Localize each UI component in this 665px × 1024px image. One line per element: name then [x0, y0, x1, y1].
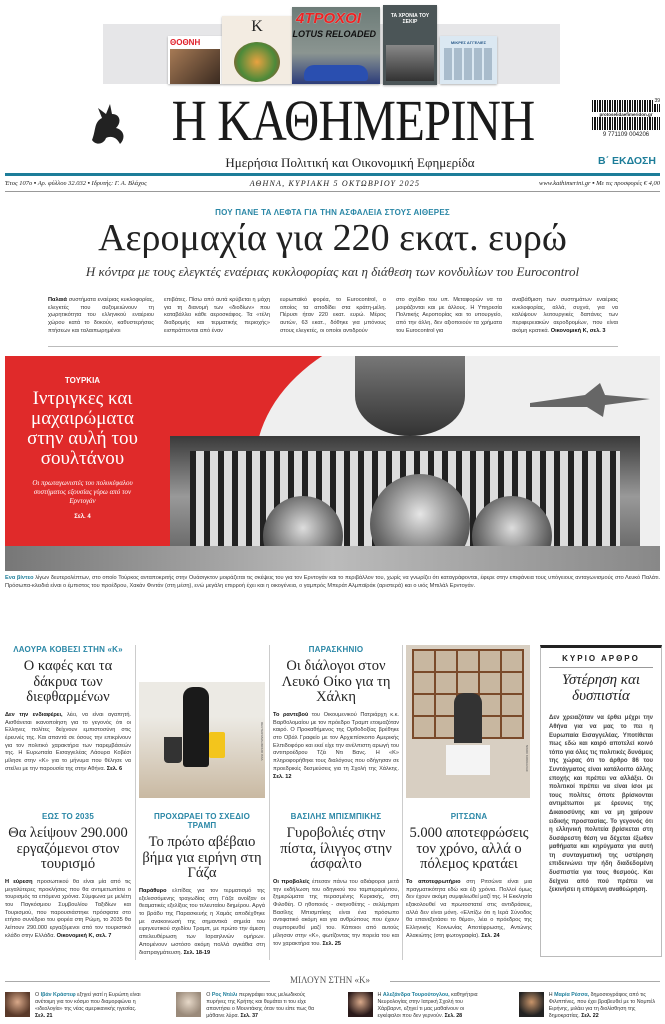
divider — [269, 645, 270, 960]
story-lead: Δεν την ενδιαφέρει, — [5, 711, 63, 718]
divider — [402, 645, 403, 960]
lead-deck: Η κόντρα με τους ελεγκτές εναέριας κυκλοφορίας και η διάθεση των κονδυλίων του Eurocontrol — [85, 264, 580, 279]
story-text: του Οικουμενικού Πατριάρχη κ.κ. Βαρθολομαίου με τον πρόεδρο Τραμπ ετοιμαζόταν καιρό. Ο Προκαθήμενος της Ορθοδοξίας βρέθηκε στο Οβάλ Γραφείο με τον Αρχιεπίσκοπο Αμερικής Ελπιδοφόρο και εκεί είχε την ανέλπιστη αρωγή του αντιπροέδρου Τζέι Ντι Βανς. Η «Κ» πληροφορήθηκε τους διαλόγους που οδήγησαν σε προεδρικές δεσμεύσεις για τη Σχολή της Χάλκης. — [273, 711, 399, 772]
story-page-ref[interactable]: Σελ. 25 — [322, 940, 341, 947]
photo-credit: ΝΙΚΟΣ ΚΟΚΚΑΛΙΑΣ — [525, 745, 529, 772]
story-kicker: ΛΑΟΥΡΑ ΚΟΒΕΣΙ ΣΤΗΝ «Κ» — [13, 645, 123, 654]
editorial-text: Δεν χρειαζόταν να έρθει μέχρι την Αθήνα για να μας το πει η Ευρωπαία Εισαγγελέας. Υποτίθεται πως εδώ και καιρό αποτελεί κοινό τόπο για όλες τις πολιτικές δυνάμεις της χώρας ότι το άρθρο 86 του Συντάγματος είναι κατάλοιπο άλλης εποχής και πρέπει να αλλάξει. Οι πολιτικοί πρέπει να είναι ίσοι με τους πολίτες όποτε βρίσκονται αντιμέτωποι με έρευνες της Δικαιοσύνης και να μη χαίρουν ειδικής προστασίας. Το γεγονός ότι η ελληνική πολιτεία βρίσκεται στη δυσάρεστη θέση να δέχεται έξωθεν μαθήματα και κηρύγματα για αυτή τη συνταγματική της υστέρηση επιδεινώνει την ήδη διαδεδομένη δυσπιστία για τους θεσμούς. Και δείχνει από πού πρέπει να ξεκινήσει η επόμενη αναθεώρηση. — [549, 715, 653, 894]
masthead-subtitle: Ημερήσια Πολιτική και Οικονομική Εφημερίδα — [225, 155, 475, 170]
feature-deck: Οι πρωταγωνιστές του πολυκέφαλου συστήματος εξουσίας γύρω από τον Ερντογάν — [32, 479, 133, 505]
story-kicker: ΠΑΡΑΣΚΗΝΙΟ — [308, 645, 364, 654]
lead-col-2: επιβάτες. Πίσω από αυτά κρύβεται η μάχη για τη διανομή των «διοδίων» που καταβάλλει κάθε αεροσκάφος. Τα «τέλη διαδρομής και τερματικής περιοχής» εισπράττονται από έναν — [164, 297, 270, 334]
story-headline[interactable]: 5.000 αποτεφρώσεις τον χρόνο, αλλά ο πόλεμος κρατάει — [409, 825, 529, 873]
avatar — [176, 992, 201, 1017]
interviews-list — [5, 992, 660, 1020]
cover-illustration — [234, 42, 280, 82]
divider — [135, 645, 136, 960]
story-lead: Παράθυρο — [139, 887, 167, 894]
book-photo — [386, 45, 434, 81]
story-text: ελπίδας για τον τερματισμό της εξελισσόμενης τραγωδίας στη Γάζα ανοίξαν οι θεαματικές εξελίξεις του τελευταίου διημέρου. Αργά το βράδυ της Παρασκευής η Χαμάς αποδέχθηκε με ανακοινωσή της σημαντικά σημεία του ειρηνευτικού σχεδίου Τραμπ, με πρώτο την άμεση απελευθέρωση των Ισραηλινών ομήρων. Απομένουν ωστόσο ακόμη πολλά αγκάθια στη διαπραγμάτευση. — [139, 887, 265, 956]
interviews-title: ΜΙΛΟΥΝ ΣΤΗΝ «Κ» — [270, 975, 390, 985]
story-text: λέει, να είναι αγαπητή. Αισθάνεται ικανοποίηση για το γεγονός ότι οι Ελληνες πολίτες δείχνουν εμπιστοσύνη στις έρευνές της. Και απαντά σε όσους την επικρίνουν για τον πολιτικό χαρακτήρα των παρεμβάσεών της. Η Ευρωπαία Εισαγγελέας Λάουρα Κοβέσι μίλησε στην «Κ» για το μήνυμα που θέλησε να στείλει με την παρουσία της στην Αθήνα. — [5, 711, 131, 772]
supplement-cover-book[interactable]: ΤΑ ΧΡΟΝΙΑ ΤΟΥ ΣΕΚΙΡ — [383, 5, 437, 85]
interview-text: καθηγήτρια Νευρολογίας στην Ιατρική Σχολή του Χάρβαρντ, εξηγεί τι μας μαθαίνουν οι εγκέφαλοι που δεν γερνούν. — [377, 992, 478, 1019]
masthead-rule — [5, 173, 660, 176]
interview-pre: Η — [548, 992, 553, 998]
divider — [48, 346, 618, 347]
editorial-label: ΚΥΡΙΟ ΑΡΘΡΟ — [562, 654, 640, 663]
story-headline[interactable]: Το πρώτο αβέβαιο βήμα για ειρήνη στη Γάζα — [142, 834, 262, 882]
story-page-ref[interactable]: Σελ. 24 — [481, 932, 500, 939]
lead-kicker: ΠΟΥ ΠΑΝΕ ΤΑ ΛΕΦΤΑ ΓΙΑ ΤΗΝ ΑΣΦΑΛΕΙΑ ΣΤΟΥΣ ΑΙΘΕΡΕΣ — [215, 208, 450, 217]
ritsona-photo — [406, 645, 530, 798]
caption-lead: Ενα βίντεο — [5, 575, 34, 581]
griffin-logo-icon — [86, 100, 130, 146]
story-lead: Η εύρεση — [5, 878, 33, 885]
interview-text: εξηγεί γιατί η Ευρώπη είναι ανέτοιμη για τον κόσμο που διαμορφώνει η «ιδεολογία» της νέας αμερικανικής ηγεσίας. — [35, 992, 141, 1012]
interview-name: Ρος Ντέιλι — [211, 992, 238, 998]
photo-strip — [5, 546, 660, 571]
interview-page-ref[interactable]: Σελ. 22 — [581, 1013, 599, 1019]
car-image — [304, 65, 368, 81]
story-halki[interactable] — [273, 645, 399, 781]
feature-kicker: ΤΟΥΡΚΙΑ — [64, 376, 101, 385]
story-gaza[interactable] — [139, 812, 265, 957]
story-kicker: ΠΡΟΧΩΡΑΕΙ ΤΟ ΣΧΕΔΙΟ ΤΡΑΜΠ — [153, 812, 251, 830]
editorial-box[interactable] — [540, 645, 662, 957]
story-headline[interactable]: Θα λείψουν 290.000 εργαζόμενοι στον τουρισμό — [8, 825, 128, 873]
story-headline[interactable]: Γυροβολιές στην πίστα, ίλιγγος στην άσφαλτο — [280, 825, 392, 873]
masthead-title[interactable]: Η ΚΑΘΗΜΕΡΙΝΗ — [171, 88, 535, 153]
avatar — [519, 992, 544, 1017]
interview-name: Μαρία Ρέσσα, — [554, 992, 590, 998]
photo-credit: REUTERS/MAHMOUD ISSA — [260, 722, 264, 761]
feature-text — [5, 376, 160, 520]
story-text: προσωπικού θα είναι μία από τις μεγαλύτερες προκλήσεις που θα αντιμετωπίσει ο τουρισμός τα επόμενα χρόνια. Σύμφωνα με μελέτη του Παγκόσμιου Συμβουλίου Ταξιδίων και Τουρισμού, που παρουσιάστηκε πρόσφατα στο ετήσιο συνέδριο του φορέα στη Ρώμη, το 2035 θα λείπουν 290.000 εργαζόμενοι από τον τουριστικό κλάδο στην Ελλάδα. — [5, 878, 131, 939]
editorial-headline[interactable]: Υστέρηση και δυσπιστία — [561, 672, 641, 705]
story-text: έπεσαν πάνω του αδιάφοροι μετά την εκδήλωση του οδηγικού του ταμπεραμέντου, ξημερώματα της περασμένης Κυριακής, στη Φιλοθέη. Ο ηθοποιός - σκηνοθέτης - σελέμπριτι Βασίλης Μπισμπίκης είναι ένα πρόσωπο αντιφατικό ακόμη και για ανθρώπους που έχουν συμπορευθεί μαζί του. Κάποιοι από αυτούς μίλησαν στην «Κ», φωτίζοντας την πορεία του και τον χαρακτήρα του. — [273, 878, 399, 947]
lead-body — [48, 297, 618, 336]
classifieds-text — [444, 48, 493, 80]
story-page-ref[interactable]: Σελ. 18-19 — [183, 949, 211, 956]
supplement-cover-4trohoi[interactable]: 4ΤΡΟΧΟΙ LOTUS RELOADED — [292, 7, 380, 84]
interview-item[interactable] — [519, 992, 660, 1020]
lead-col-1 — [48, 297, 154, 336]
interview-page-ref[interactable]: Σελ. 37 — [240, 1013, 258, 1019]
barcode: protoselidaefimeridon.gr 39 9 771109 004206 — [592, 100, 660, 148]
lead-text: συστήματα εναέριας κυκλοφορίας, ελεγκτές που αυξομειώνουν τη χωρητικότητα του ελληνικού εναέριου χώρου κατά το δοκούν, καθυστερήσεις πτήσεων και ταλαιπωρημένοι — [48, 297, 154, 334]
supplement-cover-othoni[interactable]: ΘΟΘΝΗ — [168, 36, 222, 84]
story-page-ref[interactable]: Σελ. 12 — [273, 773, 292, 780]
avatar — [348, 992, 373, 1017]
story-lead: Οι προβολείς — [273, 878, 310, 885]
issue-info: Έτος 107ο ▪ Αρ. φύλλου 32.032 ▪ Ιδρυτής: Γ. Α. Βλάχος — [5, 180, 147, 187]
lead-text: αναβάθμιση των συστημάτων εναέριας κυκλοφορίας, αλλά, συχνά, για να καλύψουν λειτουργικές δαπάνες των περιφερειακών αεροδρομίων, που είναι ακόμη κρατικά. — [512, 297, 618, 334]
interview-page-ref[interactable]: Σελ. 21 — [35, 1013, 53, 1019]
story-kovesi[interactable] — [5, 645, 131, 774]
fighter-jet-image — [525, 381, 655, 421]
story-page-ref[interactable]: Οικονομική Κ, σελ. 7 — [56, 932, 112, 939]
interview-name: Αλεξάνδρα Τουρούτογλου, — [382, 992, 450, 998]
lead-page-ref[interactable]: Οικονομική Κ, σελ. 3 — [550, 327, 606, 334]
story-kicker: ΕΩΣ ΤΟ 2035 — [42, 812, 94, 821]
feature-headline[interactable]: Ιντριγκες και μαχαιρώματα στην αυλή του σουλτάνου — [27, 388, 138, 469]
story-headline[interactable]: Ο καφές και τα δάκρυα των διεφθαρμένων — [23, 658, 113, 706]
erdogan-photo — [355, 356, 465, 436]
feature-turkey[interactable] — [5, 356, 660, 571]
interview-item[interactable] — [176, 992, 317, 1020]
edition-label: Β΄ ΕΚΔΟΣΗ — [598, 155, 656, 167]
interview-pre: Η — [377, 992, 382, 998]
story-bisbikis[interactable] — [273, 812, 399, 948]
supplement-cover-k[interactable]: K — [222, 16, 292, 84]
gaza-girl-photo — [139, 682, 265, 798]
lead-headline[interactable]: Αερομαχία για 220 εκατ. ευρώ — [98, 217, 567, 259]
story-ritsona[interactable] — [406, 812, 532, 941]
lead-word: Παλαιά — [48, 297, 67, 303]
story-kicker: ΒΑΣΙΛΗΣ ΜΠΙΣΜΠΙΚΗΣ — [290, 812, 382, 821]
interview-item[interactable] — [5, 992, 146, 1020]
story-page-ref[interactable]: Σελ. 6 — [106, 765, 123, 772]
cover-photo — [170, 49, 220, 84]
story-kicker: ΡΙΤΣΩΝΑ — [450, 812, 488, 821]
interview-page-ref[interactable]: Σελ. 28 — [444, 1013, 463, 1019]
supplement-cover-classifieds[interactable]: ΜΙΚΡΕΣ ΑΓΓΕΛΙΕΣ — [440, 36, 497, 84]
lead-col-4: στο σχέδιο του υπ. Μεταφορών να τα μοιράζονται και με άλλους. Η Υπηρεσία Πολιτικής Αεροπορίας και το υπουργείο, από την άλλη, δεν αξιοποιούν τα χρήματα του Eurocontrol για — [396, 297, 502, 334]
website-price[interactable]: www.kathimerini.gr ▪ Με τις προσφορές € 4,00 — [539, 180, 660, 187]
story-text: στη Ριτσώνα είναι μια πραγματικότητα εδώ και έξι χρόνια. Πολλοί όμως δεν έχουν ακόμη συμφιλιωθεί μαζί της. Η Εκκλησία εξακολουθεί να πρωτοστατεί στις αντιδράσεις, αλλά δεν είναι μόνη. «Ελπίζω ότι η Ιερά Σύνοδος θα επανεξετάσει το θέμα», λέει ο πρόεδρος της Ελληνικής Κοινωνίας Αποτέφρωσης, Αντώνης Αλακιώτης (στη φωτογραφία). — [406, 878, 532, 939]
interview-pre: Ο — [206, 992, 211, 998]
info-rule — [5, 191, 660, 192]
feature-page-ref[interactable]: Σελ. 4 — [74, 514, 91, 520]
interview-text: δημοσιογράφος από τις Φιλιππίνες, που έχει βραβευθεί με το Νομπέλ Ειρήνης, μιλάει για τη διολίσθηση της δημοκρατίας. — [548, 992, 656, 1019]
avatar — [5, 992, 30, 1017]
interview-name: Ιβάν Κράστεφ — [40, 992, 76, 998]
interview-item[interactable] — [348, 992, 489, 1020]
caption-text: λίγων δευτερολέπτων, στο οποίο Τούρκος ανταποκριτής στην Ουάσιγκτον μοιράζεται τις σκέψεις του για τον Ερντογάν και το περιβάλλον του, χωρίς να γνωρίζει ότι καταγράφονται, έφερε στην επιφάνεια τους υπόγειους ανταγωνισμούς στο Λευκό Παλάτι. Πρόσωπα-κλειδιά είναι ο έμπιστος του προέδρου, Χακάν Φιντάν (στη μέση), ενώ μεγάλη επιρροή έχει και η οικογένεια, ο γαμπρός Μπεράτ Αλμπαϊράκ (αριστερά) και ο υιός Μπιλάλ Ερντογάν. — [5, 575, 661, 589]
story-lead: Το αποτεφρωτήριο — [406, 878, 461, 885]
story-tourism[interactable] — [5, 812, 131, 941]
issue-date: ΑΘΗΝΑ, ΚΥΡΙΑΚΗ 5 ΟΚΤΩΒΡΙΟΥ 2025 — [249, 179, 421, 188]
interview-pre: Ο — [35, 992, 40, 998]
lead-col-5 — [512, 297, 618, 336]
story-headline[interactable]: Οι διάλογοι στον Λευκό Οίκο για τη Χάλκη — [281, 658, 391, 706]
lead-col-3: ευρωπαϊκό φορέα, το Eurocontrol, ο οποίος τα αποδίδει στα κράτη-μέλη. Πέρυσι ήταν 220 εκατ. ευρώ. Μέρος αυτών, 63 εκατ., δόθηκε για μπόνους στους ελεγκτές, οι οποίοι αντιδρούν — [280, 297, 386, 334]
interview-text: περιγράφει τους μελωδικούς πυρήνες της Κρήτης και θυμάται τι του είχε απαντήσει ο Μουντάκης όταν του είπε πως θα μάθαινε λύρα. — [206, 992, 315, 1019]
feature-caption — [5, 575, 660, 590]
story-lead: Το ραντεβού — [273, 711, 309, 718]
